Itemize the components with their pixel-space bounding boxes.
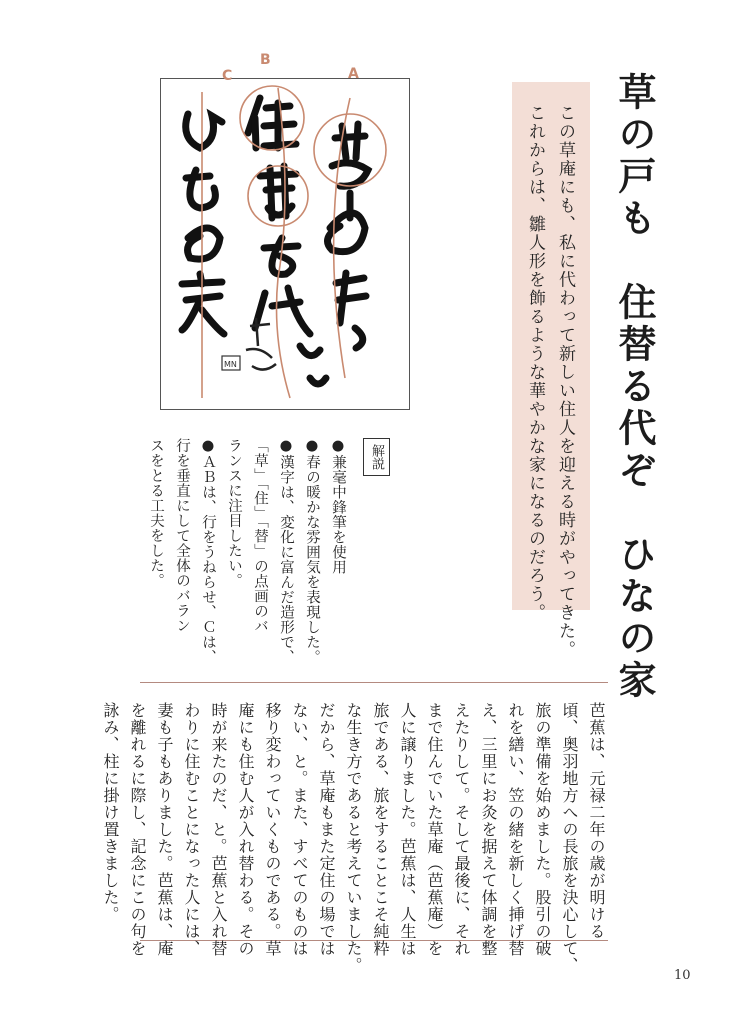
guide-label-a: A — [348, 66, 359, 82]
note-line: ●ＡＢは、行をうねらせ、Ｃは、 — [200, 438, 216, 665]
body-line: 時が来たのだ、と。芭蕉と入れ替 — [209, 702, 228, 957]
body-line: え、三里にお灸を据えて体調を整 — [479, 702, 498, 957]
body-line: 庵にも住む人が入れ替わる。その — [236, 702, 255, 957]
guide-label-c: C — [222, 68, 233, 84]
note-line: 行を垂直にして全体のバラン — [174, 438, 190, 633]
page-title: 草の戸も 住替る代ぞ ひなの家 — [612, 72, 657, 702]
translation-line-2: これからは、雛人形を飾るような華やかな家になるのだろう。 — [525, 104, 545, 622]
body-line: を離れるに際し、記念にこの句を — [128, 702, 147, 957]
note-line: ●兼毫中鋒筆を使用 — [330, 438, 346, 575]
body-line: な生き方であると考えていました。 — [344, 702, 363, 974]
body-line: 旅である、旅をすることこそ純粋 — [371, 702, 390, 957]
body-line: ない、と。また、すべてのものは — [290, 702, 309, 957]
body-line: れを繕い、笠の緒を新しく挿げ替 — [506, 702, 525, 957]
notes-heading: 解説 — [363, 438, 390, 476]
guide-label-b: B — [260, 52, 271, 68]
body-line: 詠み、柱に掛け置きました。 — [101, 702, 120, 923]
note-line: ランスに注目したい。 — [226, 438, 242, 588]
page-number: 10 — [674, 968, 691, 983]
body-line: 頃、奥羽地方への長旅を決心して、 — [560, 702, 579, 974]
body-line: わりに住むことになった人には、 — [182, 702, 201, 957]
svg-text:MN: MN — [224, 360, 237, 369]
note-line: 「草」「住」「替」の点画のバ — [252, 438, 268, 634]
body-text — [97, 702, 610, 974]
divider-top — [140, 682, 608, 683]
note-line: ●漢字は、変化に富んだ造形で、 — [278, 438, 294, 665]
body-line: 人に譲りました。芭蕉は、人生は — [398, 702, 417, 957]
notes-list — [142, 438, 350, 663]
translation-line-1: この草庵にも、私に代わって新しい住人を迎える時がやってきた。 — [555, 104, 575, 659]
calligraphy-svg — [160, 78, 410, 410]
body-line: だから、草庵もまた定住の場では — [317, 702, 336, 957]
body-line: 旅の準備を始めました。股引の破 — [533, 702, 552, 957]
calligraphy-artwork — [160, 52, 410, 410]
translation-text — [520, 104, 580, 659]
notes-section — [150, 438, 400, 663]
body-line: 移り変わっていくものである。草 — [263, 702, 282, 957]
translation-panel — [512, 82, 590, 659]
body-line: 妻も子もありました。芭蕉は、庵 — [155, 702, 174, 957]
note-line: ●春の暖かな雰囲気を表現した。 — [304, 438, 320, 665]
body-line: 芭蕉は、元禄二年の歳が明ける — [587, 702, 606, 940]
body-line: えたりして。そして最後に、それ — [452, 702, 471, 957]
body-line: まで住んでいた草庵（芭蕉庵）を — [425, 702, 444, 957]
note-line: スをとる工夫をした。 — [148, 438, 164, 588]
